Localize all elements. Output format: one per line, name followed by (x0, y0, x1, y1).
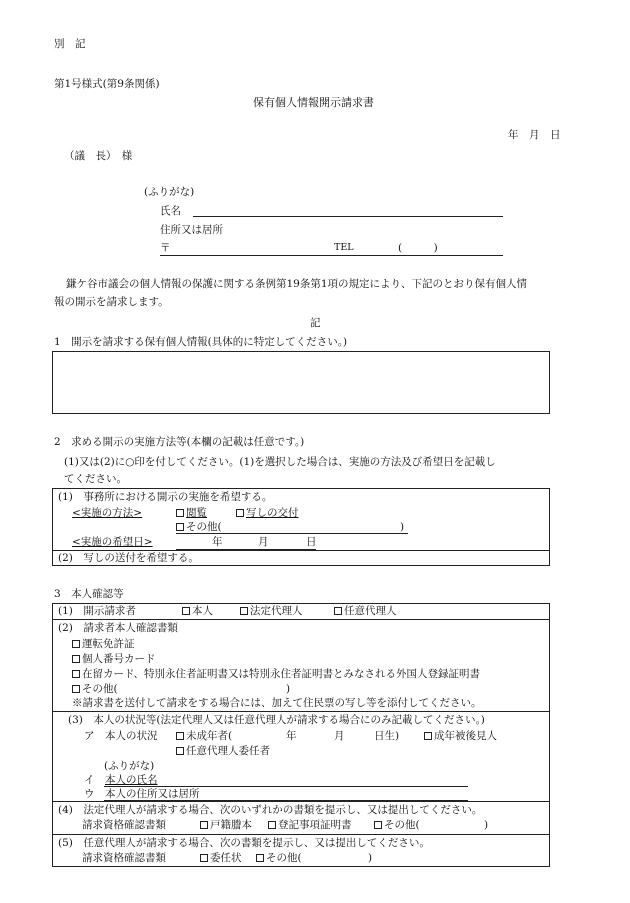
id-doc-mynumber[interactable] (72, 653, 156, 666)
status-delegator[interactable] (176, 745, 270, 758)
section2-divider (52, 550, 550, 551)
form-number: 第1号様式(第9条関係) (54, 78, 160, 90)
section2-note-1: (1)又は(2)に○印を付してください。(1)を選択した場合は、実施の方法及び希望日を記載し (64, 456, 496, 468)
tel-label: TEL (334, 242, 354, 253)
applicant-address-label: 住所又は居所 (160, 224, 223, 236)
date-day[interactable]: 日 (306, 536, 317, 548)
id-doc-other-close: ) (286, 683, 291, 695)
legal-doc-registry-label: 登記事項証明書 (278, 819, 352, 831)
section1-heading: 1 開示を請求する保有個人情報(具体的に特定してください。) (54, 336, 348, 348)
minor-birth: 日生) (374, 730, 400, 742)
requester-voluntary[interactable] (334, 605, 397, 618)
id-doc-residence-label: 在留カード、特別永住者証明書又は特別永住者証明書とみなされる外国人登録証明書 (82, 668, 481, 680)
checkbox-icon (374, 821, 382, 829)
voluntary-doc-other[interactable] (256, 852, 302, 865)
section1-input-box[interactable] (52, 351, 550, 414)
checkbox-icon (200, 821, 208, 829)
id-docs-note: ※請求書を送付して請求をする場合には、加えて住民票の写し等を添付してください。 (72, 697, 482, 709)
id-doc-mynumber-label: 個人番号カード (82, 653, 156, 665)
id-doc-other[interactable] (72, 683, 118, 696)
checkbox-icon (72, 655, 80, 663)
checkbox-icon (256, 854, 264, 862)
status-minor-label: 未成年者( (186, 730, 233, 742)
legal-doc-koseki[interactable] (200, 819, 252, 832)
checkbox-icon (240, 607, 248, 615)
legal-rep-label: (4) 法定代理人が請求する場合、次のいずれかの書類を提示し、又は提出してください。 (58, 804, 483, 816)
legal-doc-registry[interactable] (268, 819, 352, 832)
checkbox-icon (176, 732, 184, 740)
requester-self-label: 本人 (192, 605, 213, 617)
requester-self[interactable] (182, 605, 213, 618)
requester-legal[interactable] (240, 605, 303, 618)
checkbox-icon (268, 821, 276, 829)
method-copy-label: 写しの交付 (246, 507, 299, 519)
applicant-furigana: (ふりがな) (144, 186, 195, 198)
section2-option2[interactable]: (2) 写しの送付を希望する。 (58, 552, 199, 564)
voluntary-rep-doc: 請求資格確認書類 (82, 852, 166, 864)
checkbox-icon (72, 640, 80, 648)
section3-divider-4 (52, 834, 550, 835)
person-status-label: (3) 本人の状況等(法定代理人又は任意代理人が請求する場合にのみ記載してください。) (68, 714, 485, 726)
person-name-line[interactable] (104, 786, 468, 787)
method-other-line (176, 533, 408, 534)
voluntary-doc-other-label: その他( (266, 852, 302, 864)
id-doc-residence[interactable] (72, 668, 480, 681)
intro-line-1: 鎌ケ谷市議会の個人情報の保護に関する条例第19条第1項の規定により、下記のとおり保有個人情 (66, 278, 528, 290)
status-adult-guardian[interactable] (424, 730, 497, 743)
method-other-close: ) (400, 521, 405, 533)
method-other[interactable] (176, 521, 222, 534)
applicant-name-line[interactable] (193, 216, 503, 217)
section3-heading: 3 本人確認等 (54, 588, 124, 600)
checkbox-icon (176, 747, 184, 755)
checkbox-icon (424, 732, 432, 740)
checkbox-icon (176, 523, 184, 531)
id-doc-license[interactable] (72, 638, 135, 651)
id-doc-license-label: 運転免許証 (82, 638, 135, 650)
ki-label: 記 (310, 317, 321, 329)
status-adult-guardian-label: 成年被後見人 (434, 730, 497, 742)
legal-doc-other[interactable] (374, 819, 420, 832)
minor-month: 月 (334, 730, 345, 742)
section2-heading: 2 求める開示の実施方法等(本欄の記載は任意です。) (54, 436, 305, 448)
legal-rep-doc: 請求資格確認書類 (82, 819, 166, 831)
method-label: <実施の方法> (72, 507, 143, 519)
section2-note-2: てください。 (64, 473, 127, 485)
person-address-text: 本人の住所又は居所 (105, 788, 200, 800)
legal-doc-koseki-label: 戸籍謄本 (210, 819, 252, 831)
postal-mark: 〒 (160, 242, 171, 254)
method-copy[interactable] (236, 507, 299, 520)
section2-option1[interactable]: (1) 事務所における開示の実施を希望する。 (58, 491, 273, 503)
person-furigana: (ふりがな) (104, 760, 155, 772)
checkbox-icon (200, 854, 208, 862)
checkbox-icon (72, 670, 80, 678)
person-address-label (84, 788, 200, 801)
attachment-label: 別 記 (54, 38, 86, 50)
id-docs-label: (2) 請求者本人確認書類 (58, 622, 178, 634)
requester-legal-label: 法定代理人 (250, 605, 303, 617)
voluntary-rep-label: (5) 任意代理人が請求する場合、次の書類を提示し、又は提出してください。 (58, 837, 430, 849)
date-line (176, 549, 316, 550)
requester-label: (1) 開示請求者 (58, 605, 136, 617)
date-month[interactable]: 月 (258, 536, 269, 548)
checkbox-icon (182, 607, 190, 615)
person-name-label (84, 774, 158, 787)
checkbox-icon (72, 685, 80, 693)
checkbox-icon (176, 509, 184, 517)
addressee: （議 長） 様 (64, 150, 133, 162)
method-view[interactable] (176, 507, 207, 520)
id-doc-other-label: その他( (82, 683, 118, 695)
person-name-text: 本人の氏名 (105, 774, 158, 786)
date-field[interactable]: 年 月 日 (508, 129, 561, 141)
checkbox-icon (334, 607, 342, 615)
page-title: 保有個人情報開示請求書 (253, 96, 374, 109)
status-delegator-label: 任意代理人委任者 (186, 745, 270, 757)
section3-divider-2 (52, 711, 550, 712)
applicant-name-label: 氏名 (160, 205, 181, 217)
legal-doc-other-label: その他( (384, 819, 420, 831)
section3-divider-1 (52, 619, 550, 620)
minor-year: 年 (286, 730, 297, 742)
applicant-address-line[interactable] (160, 255, 503, 256)
person-status-a: ア 本人の状況 (84, 730, 158, 742)
legal-doc-other-close: ) (484, 819, 489, 831)
date-year[interactable]: 年 (212, 536, 223, 548)
date-label: <実施の希望日> (72, 536, 153, 548)
person-name-prefix: イ (84, 774, 95, 786)
person-address-prefix: ウ (84, 788, 95, 800)
checkbox-icon (236, 509, 244, 517)
voluntary-doc-other-close: ) (368, 852, 373, 864)
method-other-label: その他( (186, 521, 222, 533)
intro-line-2: 報の開示を請求します。 (54, 296, 169, 308)
tel-paren: ( ) (398, 242, 438, 254)
status-minor[interactable] (176, 730, 232, 743)
method-view-label: 閲覧 (186, 507, 207, 519)
voluntary-doc-proxy[interactable] (200, 852, 242, 865)
section3-divider-3 (52, 801, 550, 802)
person-address-line[interactable] (104, 800, 468, 801)
requester-voluntary-label: 任意代理人 (344, 605, 397, 617)
voluntary-doc-proxy-label: 委任状 (210, 852, 242, 864)
